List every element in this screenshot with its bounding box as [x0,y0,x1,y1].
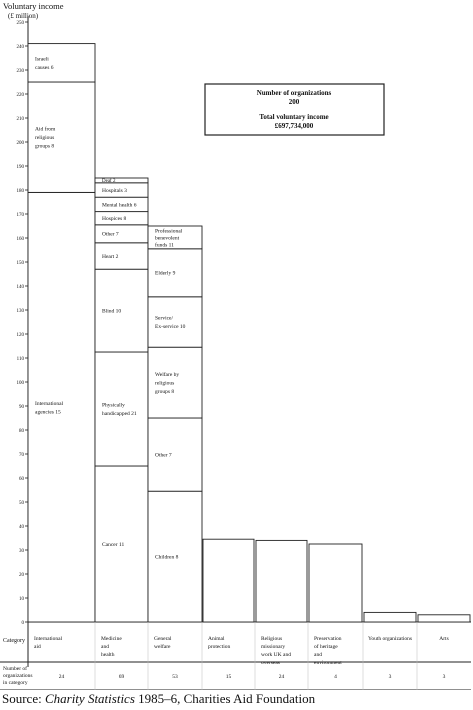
y-tick-label: 170 [16,212,24,218]
y-tick-label: 200 [16,140,24,146]
category-name: environment [314,660,342,666]
segment-label: benevolent [155,235,180,242]
category-name: Animal [208,636,225,642]
count-row-label: organizations [3,673,33,679]
category-name: protection [208,644,231,650]
category-count: 24 [278,674,285,680]
category-name: health [101,652,115,658]
bar-segment [28,192,95,622]
segment-label: agencies 15 [35,409,61,416]
y-tick-label: 40 [19,524,24,530]
segment-label: handicapped 21 [102,411,137,418]
category-name: Arts [439,636,449,642]
segment-label: Other 7 [102,231,119,238]
segment-label: Professional [155,228,183,235]
source-note [2,691,315,707]
segment-label: Blind 10 [102,308,122,315]
y-tick-label: 60 [19,476,24,482]
info-box-line4: £697,734,000 [274,122,314,130]
segment-label: Hospices 8 [102,216,127,223]
category-count: 15 [225,674,232,680]
segment-label: Hospitals 3 [102,187,127,194]
category-name: and [101,644,109,650]
source-title: Charity Statistics [44,691,135,706]
segment-label: Mental health 6 [102,202,137,209]
segment-label: Israeli [35,56,49,63]
segment-label: Deaf 2 [102,179,116,185]
category-name: Medicine [101,636,122,642]
info-box-line3: Total voluntary income [259,113,329,121]
category-name: Preservation [314,636,342,642]
segment-label: Service/ [155,315,174,322]
y-tick-label: 130 [16,308,24,314]
segment-label: Aid from [35,126,56,133]
segment-label: International [35,400,64,407]
bar-segment [95,352,148,466]
segment-label: Elderly 9 [155,270,176,277]
segment-label: Other 7 [155,452,172,459]
segment-label: Heart 2 [102,253,119,260]
category-count: 3 [388,674,392,680]
segment-label: Physically [102,402,125,409]
bar-segment [418,615,470,622]
category-name: aid [34,644,41,650]
y-tick-label: 90 [19,404,24,410]
count-row-label: Number of [3,666,27,672]
bar-segment [148,297,202,347]
y-tick-label: 210 [16,116,24,122]
segment-label: religious [155,380,175,387]
y-tick-label: 110 [16,356,24,362]
segment-label: Welfare by [155,372,180,379]
segment-label: groups 8 [35,143,55,150]
info-box-line2: 200 [288,98,300,106]
y-tick-label: 80 [19,428,24,434]
category-count: 24 [58,674,65,680]
y-tick-label: 160 [16,236,24,242]
y-tick-label: 20 [19,572,24,578]
y-tick-label: 70 [19,452,24,458]
segment-label: Cancer 11 [102,541,125,548]
segment-label: funds 11 [155,242,174,249]
category-name: welfare [154,644,171,650]
y-axis-title-line2: (£ million) [8,12,39,20]
y-tick-label: 250 [16,20,24,26]
y-tick-label: 0 [21,620,24,626]
y-tick-label: 180 [16,188,24,194]
bar-segment [364,612,416,622]
bar-segment [256,540,307,622]
source-rest: 1985–6, Charities Aid Foundation [134,691,316,706]
y-tick-label: 10 [19,596,24,602]
segment-label: religious [35,135,55,142]
y-tick-label: 220 [16,92,24,98]
category-name: missionary [261,644,286,650]
y-tick-label: 230 [16,68,24,74]
segment-label: Children 8 [155,554,179,561]
y-axis-title-line1: Voluntary income [3,1,64,11]
category-count: 53 [172,674,178,680]
y-tick-label: 240 [16,44,24,50]
category-name: of heritage [314,644,338,650]
source-prefix: Source: [2,691,45,706]
segment-label: causes 6 [35,64,54,71]
bar-segment [309,544,362,622]
category-name: work UK and [261,652,291,658]
bar-segment [203,539,254,622]
bar-segment [28,44,95,82]
y-tick-label: 190 [16,164,24,170]
y-tick-label: 30 [19,548,24,554]
category-count: 4 [334,674,337,680]
segment-label: groups 8 [155,389,175,396]
y-tick-label: 140 [16,284,24,290]
category-name: Youth organizations [367,636,413,642]
y-tick-label: 50 [19,500,24,506]
category-row-label: Category [3,638,25,644]
count-row-label: in category [3,680,28,686]
category-count: 69 [118,674,125,680]
category-name: Religious [261,636,283,642]
segment-label: Ex-service 10 [155,324,186,331]
y-tick-label: 100 [16,380,24,386]
category-name: overseas [261,660,280,666]
category-name: International [34,636,63,642]
category-name: General [154,636,172,642]
y-tick-label: 150 [16,260,24,266]
category-name: and [314,652,322,658]
info-box-line1: Number of organizations [256,89,332,97]
category-count: 3 [442,674,446,680]
y-tick-label: 120 [16,332,24,338]
